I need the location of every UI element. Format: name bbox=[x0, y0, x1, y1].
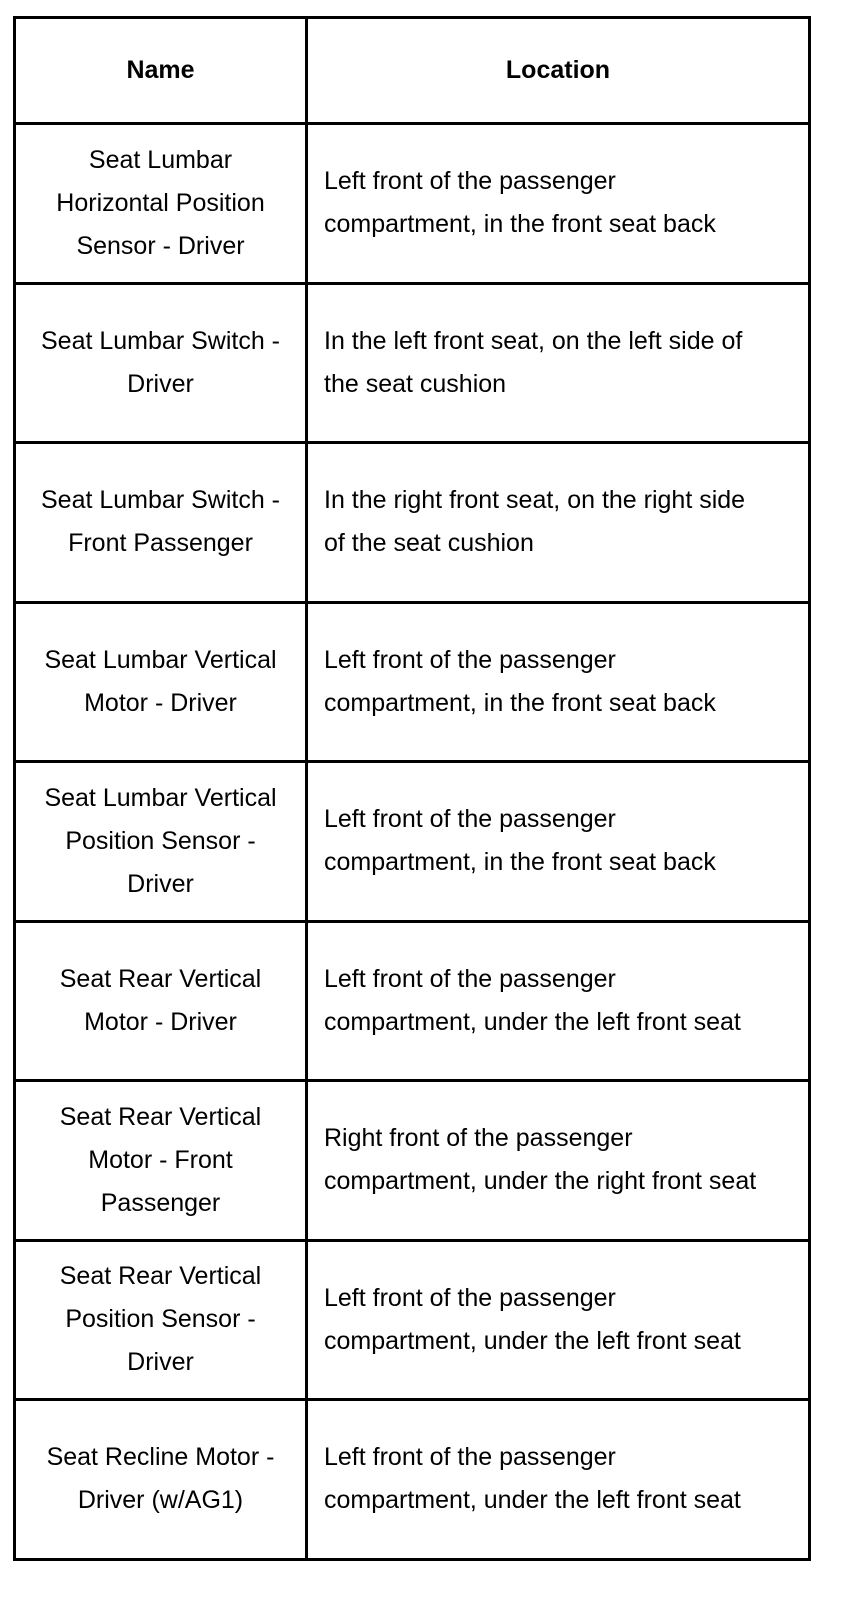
component-name-cell bbox=[15, 283, 307, 443]
component-name: Seat Lumbar Vertical Motor - Driver bbox=[44, 645, 277, 717]
component-name: Seat Lumbar Switch - Driver bbox=[41, 326, 280, 398]
component-location-cell bbox=[307, 283, 810, 443]
component-location-cell bbox=[307, 124, 810, 284]
component-name: Seat Lumbar Switch - Front Passenger bbox=[41, 486, 280, 558]
component-location: Left front of the passenger compartment, under the left front seat bbox=[324, 1443, 741, 1515]
table-row bbox=[15, 124, 810, 284]
component-location-cell bbox=[307, 1240, 810, 1400]
component-name: Seat Rear Vertical Motor - Driver bbox=[59, 964, 262, 1036]
table-row bbox=[15, 921, 810, 1081]
component-location-cell bbox=[307, 1081, 810, 1241]
component-location-cell bbox=[307, 1400, 810, 1560]
component-name: Seat Lumbar Vertical Position Sensor - Driver bbox=[44, 783, 277, 898]
component-location-cell bbox=[307, 921, 810, 1081]
component-name-cell bbox=[15, 921, 307, 1081]
component-name-cell bbox=[15, 443, 307, 603]
table-row bbox=[15, 443, 810, 603]
component-name: Seat Lumbar Horizontal Position Sensor - Driver bbox=[56, 145, 265, 260]
table-row bbox=[15, 602, 810, 762]
table-row bbox=[15, 762, 810, 922]
component-location: In the left front seat, on the left side of the seat cushion bbox=[324, 326, 743, 398]
table-row bbox=[15, 1240, 810, 1400]
component-name-cell bbox=[15, 1400, 307, 1560]
component-name-cell bbox=[15, 1081, 307, 1241]
component-location-cell bbox=[307, 762, 810, 922]
component-location: Left front of the passenger compartment, in the front seat back bbox=[324, 167, 716, 239]
component-name: Seat Rear Vertical Position Sensor - Driver bbox=[59, 1262, 262, 1377]
component-name: Seat Recline Motor - Driver (w/AG1) bbox=[46, 1443, 275, 1515]
table-body bbox=[15, 124, 810, 1560]
component-name: Seat Rear Vertical Motor - Front Passenger bbox=[59, 1102, 262, 1217]
component-location: Right front of the passenger compartment, under the right front seat bbox=[324, 1124, 757, 1196]
table-row bbox=[15, 1081, 810, 1241]
component-location-cell bbox=[307, 443, 810, 603]
component-location: Left front of the passenger compartment, under the left front seat bbox=[324, 1283, 741, 1355]
table-row bbox=[15, 1400, 810, 1560]
component-location-cell bbox=[307, 602, 810, 762]
component-location: In the right front seat, on the right side of the seat cushion bbox=[324, 486, 746, 558]
component-location: Left front of the passenger compartment, under the left front seat bbox=[324, 964, 741, 1036]
column-header-location: Location bbox=[307, 18, 810, 124]
table-row bbox=[15, 283, 810, 443]
component-name-cell bbox=[15, 1240, 307, 1400]
component-location: Left front of the passenger compartment, in the front seat back bbox=[324, 805, 716, 877]
component-location-table bbox=[13, 16, 811, 1561]
header-row bbox=[15, 18, 810, 124]
component-name-cell bbox=[15, 124, 307, 284]
component-name-cell bbox=[15, 602, 307, 762]
table-header bbox=[15, 18, 810, 124]
column-header-name: Name bbox=[15, 18, 307, 124]
component-location: Left front of the passenger compartment, in the front seat back bbox=[324, 645, 716, 717]
component-name-cell bbox=[15, 762, 307, 922]
